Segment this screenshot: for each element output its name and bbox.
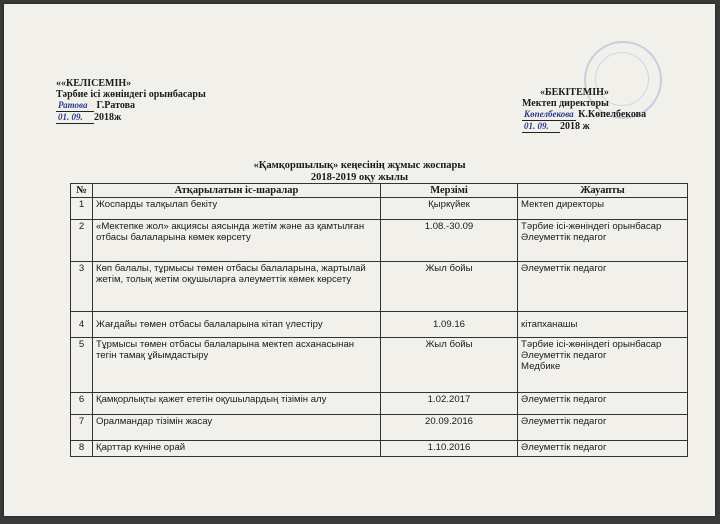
row-activity: «Мектепке жол» акциясы аясында жетім және аз қамтылған отбасы балаларына көмек көрсету	[93, 220, 381, 262]
row-term: 1.09.16	[381, 312, 518, 338]
row-responsible: Әлеуметтік педагог	[518, 262, 688, 312]
row-term: 1.02.2017	[381, 393, 518, 415]
row-responsible: Әлеуметтік педагог	[518, 441, 688, 457]
row-number: 3	[71, 262, 93, 312]
row-term: Қыркүйек	[381, 198, 518, 220]
row-responsible: кітапханашы	[518, 312, 688, 338]
row-activity: Жоспарды талқылап бекіту	[93, 198, 381, 220]
approved-name: К.Көпелбекова	[578, 109, 647, 120]
row-number: 2	[71, 220, 93, 262]
agreed-heading: ««КЕЛІСЕМІН»	[56, 78, 132, 89]
approved-position: Мектеп директоры	[522, 98, 609, 109]
row-term: 20.09.2016	[381, 415, 518, 441]
row-number: 5	[71, 338, 93, 393]
header-activity: Атқарылатын іс-шаралар	[93, 184, 381, 198]
row-number: 1	[71, 198, 93, 220]
row-term: Жыл бойы	[381, 338, 518, 393]
table-row	[71, 220, 688, 262]
row-term: Жыл бойы	[381, 262, 518, 312]
approved-heading: «БЕКІТЕМІН»	[540, 87, 609, 98]
row-number: 6	[71, 393, 93, 415]
header-responsible: Жауапты	[518, 184, 688, 198]
agreed-date: 01. 09.	[56, 112, 94, 124]
table-row	[71, 393, 688, 415]
row-number: 8	[71, 441, 93, 457]
document-title: «Қамқоршылық» кеңесінің жұмыс жоспары	[253, 160, 466, 171]
row-activity: Қамқорлықты қажет ететін оқушылардың тізімін алу	[93, 393, 381, 415]
agreed-name: Г.Ратова	[96, 100, 136, 111]
table-row	[71, 338, 688, 393]
row-activity: Тұрмысы төмен отбасы балаларына мектеп асханасынан тегін тамақ ұйымдастыру	[93, 338, 381, 393]
row-activity: Оралмандар тізімін жасау	[93, 415, 381, 441]
row-activity: Қарттар күніне орай	[93, 441, 381, 457]
header-number: №	[71, 184, 93, 198]
agreed-year: 2018ж	[94, 112, 122, 123]
plan-table	[70, 183, 688, 457]
row-number: 7	[71, 415, 93, 441]
row-responsible: Тәрбие ісі-жөніндегі орынбасар Әлеуметтік педагог	[518, 220, 688, 262]
row-term: 1.08.-30.09	[381, 220, 518, 262]
approved-signature: Көпелбекова	[524, 109, 574, 119]
row-responsible: Әлеуметтік педагог	[518, 393, 688, 415]
row-responsible: Тәрбие ісі-жөніндегі орынбасар Әлеуметтік педагог Медбике	[518, 338, 688, 393]
table-row	[71, 415, 688, 441]
row-responsible: Әлеуметтік педагог	[518, 415, 688, 441]
approval-agreed-block	[56, 78, 206, 124]
row-activity: Көп балалы, тұрмысы төмен отбасы балаларына, жартылай жетім, толық жетім оқушыларға әлеуметтік көмек көрсету	[93, 262, 381, 312]
approved-year: 2018 ж	[560, 121, 590, 132]
approval-approved-block	[522, 87, 646, 133]
table-row	[71, 198, 688, 220]
row-responsible: Мектеп директоры	[518, 198, 688, 220]
approved-date: 01. 09.	[522, 121, 560, 133]
table-row	[71, 441, 688, 457]
table-header-row	[71, 184, 688, 198]
row-number: 4	[71, 312, 93, 338]
table-row	[71, 262, 688, 312]
row-activity: Жағдайы төмен отбасы балаларына кітап үлестіру	[93, 312, 381, 338]
header-term: Мерзімі	[381, 184, 518, 198]
agreed-position: Тәрбие ісі жөніндегі орынбасары	[56, 89, 206, 100]
document-page	[4, 4, 715, 516]
document-subtitle: 2018-2019 оқу жылы	[310, 172, 409, 183]
table-row	[71, 312, 688, 338]
row-term: 1.10.2016	[381, 441, 518, 457]
agreed-signature: Ратова	[56, 100, 94, 112]
